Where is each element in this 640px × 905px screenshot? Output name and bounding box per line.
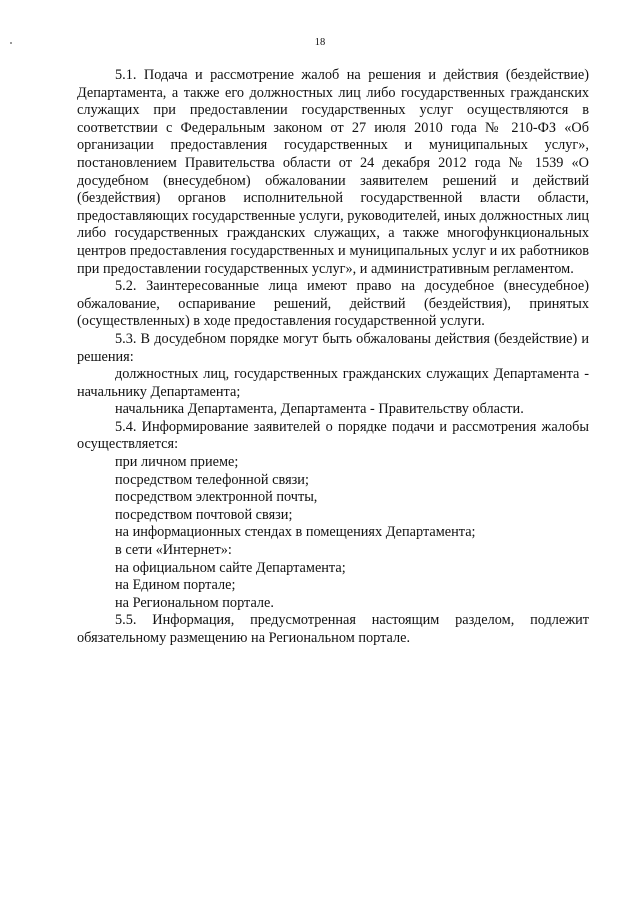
paragraph-5-5: 5.5. Информация, предусмотренная настоящим разделом, подлежит обязательному размещению на Региональном портале. [77,612,589,646]
paragraph-5-3-item-2: начальника Департамента, Департамента - Правительству области. [115,401,524,418]
paragraph-5-2: 5.2. Заинтересованные лица имеют право на досудебное (внесудебное) обжалование, оспаривание решений, действий (бездействия), принятых (осуществленных) в ходе предоставления государственной услуги. [77,278,589,330]
list-item: на Едином портале; [115,577,236,594]
list-item: посредством телефонной связи; [115,471,309,488]
list-item: посредством почтовой связи; [115,506,293,523]
list-item: при личном приеме; [115,454,239,471]
list-item: на Региональном портале. [115,594,274,611]
paragraph-5-3: 5.3. В досудебном порядке могут быть обжалованы действия (бездействие) и решения: [77,330,589,365]
list-item: на информационных стендах в помещениях Департамента; [115,524,476,541]
list-item: на официальном сайте Департамента; [115,559,346,576]
page-number: 18 [314,37,326,48]
paragraph-5-4: 5.4. Информирование заявителей о порядке подачи и рассмотрения жалобы осуществляется: [77,418,589,453]
list-item: посредством электронной почты, [115,489,318,506]
paragraph-5-3-item-1: должностных лиц, государственных гражданских служащих Департамента - начальнику Департамента; [77,366,589,400]
list-item: в сети «Интернет»: [115,542,232,559]
paragraph-5-1: 5.1. Подача и рассмотрение жалоб на решения и действия (бездействие) Департамента, а также его должностных лиц либо государственных гражданских служащих при предоставлении государственных услуг осуществляются в соответствии с Федеральным законом от 27 июля 2010 года № 210-ФЗ «Об организации предоставления государственных и муниципальных услуг», постановлением Правительства области от 24 декабря 2012 года № 1539 «О досудебном (внесудебном) обжаловании заявителем решений и действий (бездействия) органов исполнительной государственной власти области, предоставляющих государственные услуги, руководителей, иных должностных лиц либо государственных гражданских служащих, а также многофункциональных центров предоставления государственных и муниципальных услуг и их работников при предоставлении государственных услуг», и административным регламентом. [77,67,589,277]
section-5-text [77,67,589,648]
